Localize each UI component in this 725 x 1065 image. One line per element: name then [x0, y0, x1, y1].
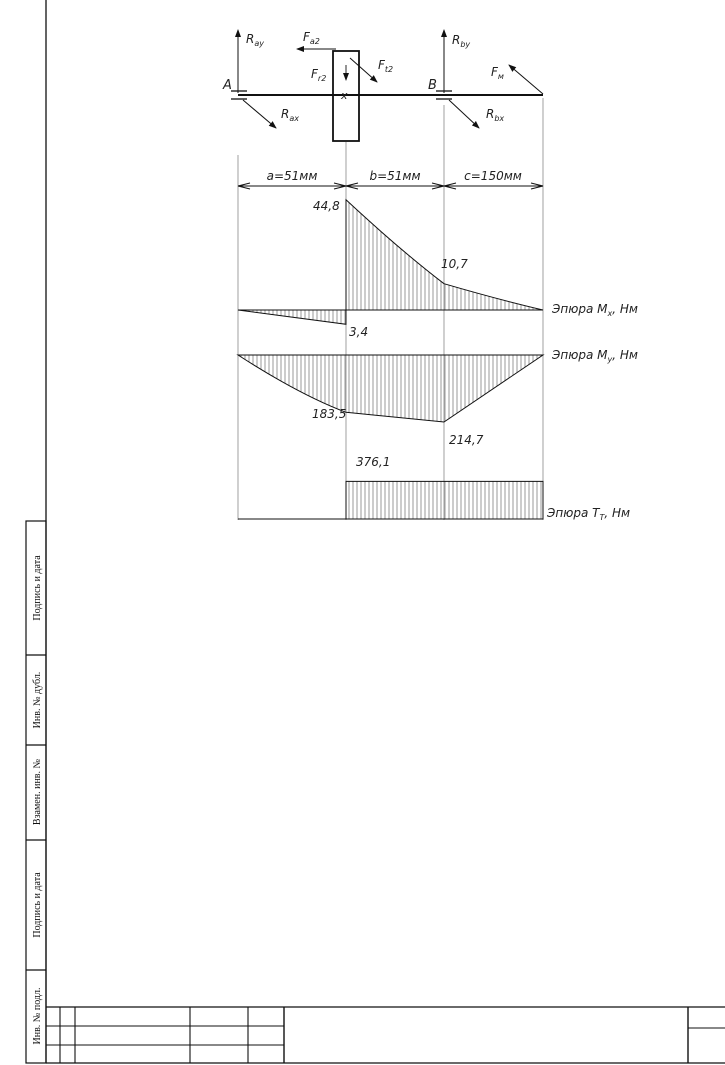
t-value-1: 376,1 — [356, 455, 391, 469]
title-block — [46, 1007, 725, 1063]
dim-b-label: b=51мм — [369, 169, 421, 183]
diagram-t — [238, 455, 630, 522]
force-rax-label: $R_{ax}$ — [281, 107, 299, 123]
dim-c-label: c=150мм — [464, 169, 522, 183]
force-fr2-label: $F_{r2}$ — [311, 67, 327, 83]
force-rax-arrow — [243, 100, 276, 128]
force-ft2-arrow — [350, 58, 377, 82]
force-rbx-label: $R_{bx}$ — [486, 107, 505, 123]
mx-title: Эпюра $M_x$, Нм — [552, 302, 638, 318]
force-rbx-arrow — [449, 100, 479, 128]
sidebar-labels — [32, 555, 43, 1045]
mx-value-1: 44,8 — [313, 199, 340, 213]
t-title: Эпюра $T_T$, Нм — [547, 506, 631, 522]
sidebar-cell-signature-1: Подпись и дата — [32, 555, 43, 621]
my-value-1: 183,5 — [312, 407, 347, 421]
sidebar-cell-replace-inv: Взамен. инв. № — [32, 758, 43, 826]
sidebar-cell-signature-2: Подпись и дата — [32, 872, 43, 938]
gear-mark: x — [341, 89, 348, 102]
my-area — [238, 355, 543, 422]
dim-a-label: a=51мм — [266, 169, 318, 183]
mx-upper-area — [346, 200, 543, 310]
my-value-2: 214,7 — [449, 433, 484, 447]
force-fm-label: $F_м$ — [491, 65, 504, 81]
diagram-mx — [238, 199, 638, 339]
dimension-chain — [238, 169, 543, 189]
shaft-scheme — [222, 30, 543, 141]
drawing-frame — [46, 0, 725, 1063]
diagram-my — [238, 348, 638, 447]
mx-value-2: 10,7 — [441, 257, 468, 271]
t-area — [346, 481, 543, 519]
force-fm-arrow — [509, 65, 543, 94]
mx-value-3: 3,4 — [349, 325, 369, 339]
support-b-label: B — [428, 78, 437, 93]
sidebar-cell-orig-inv: Инв. № подл. — [32, 987, 43, 1045]
force-ft2-label: $F_{t2}$ — [378, 58, 394, 74]
my-title: Эпюра $M_y$, Нм — [552, 348, 638, 364]
force-fa2-label: $F_{a2}$ — [303, 30, 320, 46]
sidebar-cell-dup-inv: Инв. № дубл. — [32, 671, 43, 729]
force-rby-label: $R_{by}$ — [452, 33, 471, 49]
force-ray-label: $R_{ay}$ — [246, 32, 264, 48]
support-a-label: A — [223, 78, 232, 93]
mx-lower-area — [238, 310, 346, 324]
